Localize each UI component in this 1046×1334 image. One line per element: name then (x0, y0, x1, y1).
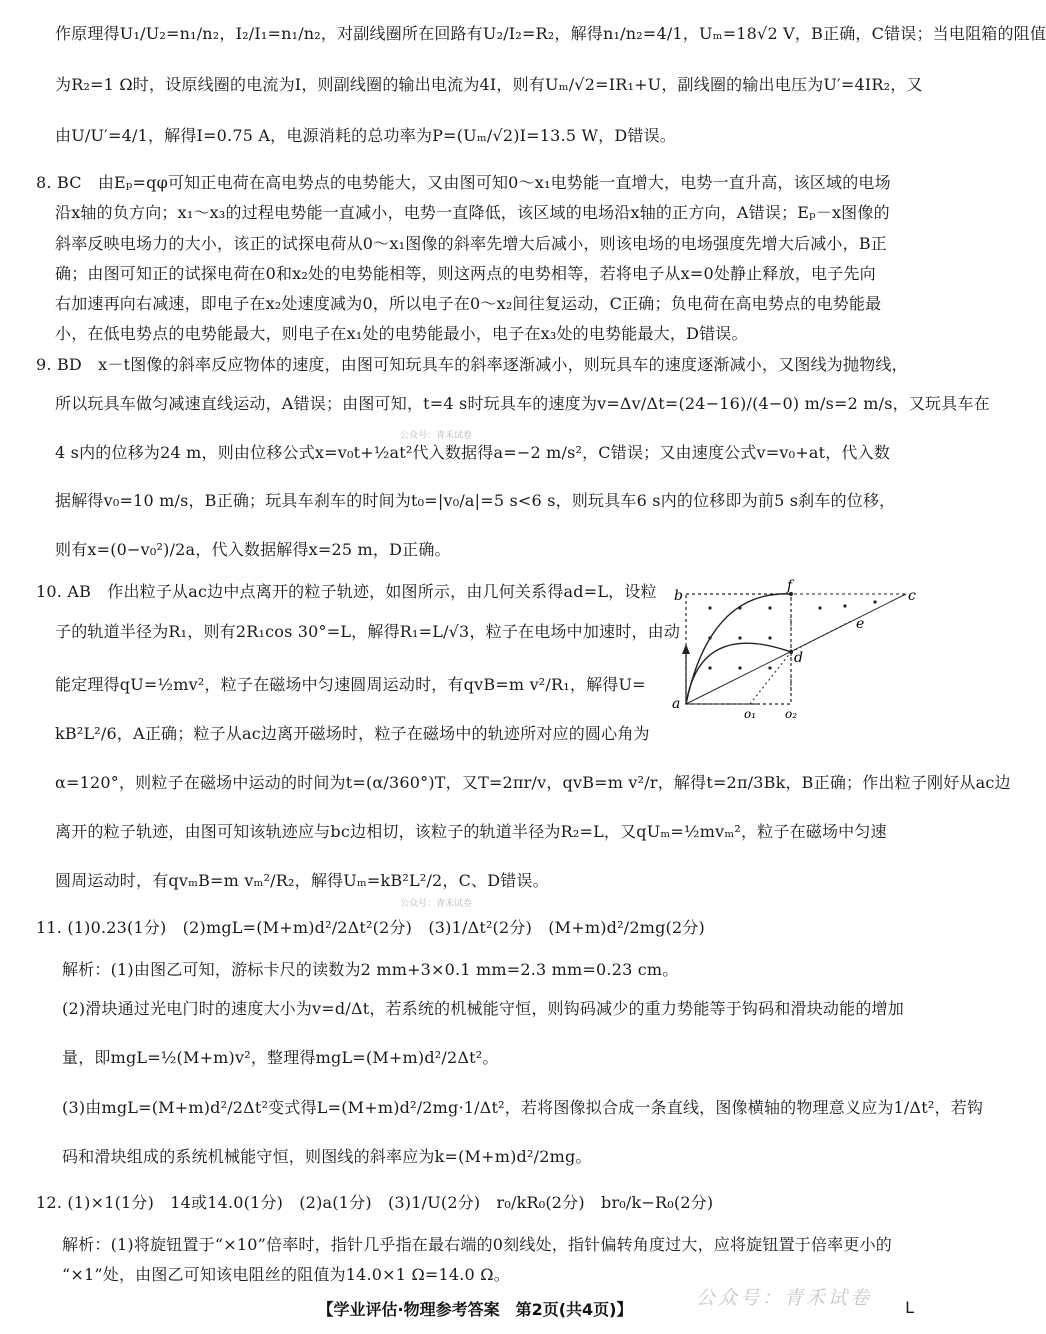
figure-label: b (674, 588, 683, 604)
text-line: 据解得v₀=10 m/s，B正确；玩具车刹车的时间为t₀=|v₀/a|=5 s<6 s，则玩具车6 s内的位移即为前5 s刹车的位移， (55, 491, 896, 510)
text-line: 确；由图可知正的试探电荷在0和x₂处的电势能相等，则这两点的电势相等，若将电子从x=0处静止释放，电子先向 (55, 264, 876, 283)
watermark-small: 公众号：青禾试卷 (400, 899, 473, 909)
text-line: 所以玩具车做匀减速直线运动，A错误；由图可知，t=4 s时玩具车的速度为v=Δv/Δt=(24−16)/(4−0) m/s=2 m/s，又玩具车在 (55, 394, 990, 413)
figure-label: o₂ (785, 707, 798, 721)
page-footer: 【学业评估·物理参考答案 第2页(共4页)】 (317, 1300, 633, 1319)
text-line: 沿x轴的负方向；x₁～x₃的过程电势能一直减小，电势一直降低，该区域的电场沿x轴的正方向，A错误；Eₚ－x图像的 (55, 203, 890, 222)
text-line: 解析：(1)将旋钮置于“×10”倍率时，指针几乎指在最右端的0刻线处，指针偏转角度过大，应将旋钮置于倍率更小的 (62, 1235, 892, 1254)
text-line: (3)由mgL=(M+m)d²/2Δt²变式得L=(M+m)d²/2mg·1/Δt²，若将图像拟合成一条直线，图像横轴的物理意义应为1/Δt²，若钩 (62, 1098, 984, 1117)
watermark-large: 公众号：青禾试卷 (695, 1287, 872, 1309)
text-line: 4 s内的位移为24 m，则由位移公式x=v₀t+½at²代入数据得a=−2 m/s²，C错误；又由速度公式v=v₀+at，代入数 (55, 443, 891, 462)
figure-label: f (787, 578, 793, 594)
text-line: 码和滑块组成的系统机械能守恒，则图线的斜率应为k=(M+m)d²/2mg。 (62, 1147, 592, 1166)
text-line: kB²L²/6，A正确；粒子从ac边离开磁场时，粒子在磁场中的轨迹所对应的圆心角为 (55, 724, 650, 743)
text-line: 圆周运动时，有qvₘB=m vₘ²/R₂，解得Uₘ=kB²L²/2，C、D错误。 (55, 871, 549, 890)
figure-label: e (856, 616, 865, 632)
text-line: α=120°，则粒子在磁场中运动的时间为t=(α/360°)T，又T=2πr/v，qvB=m v²/r，解得t=2π/3Bk，B正确；作出粒子刚好从ac边 (55, 773, 1011, 792)
text-line: 作原理得U₁/U₂=n₁/n₂，I₂/I₁=n₁/n₂，对副线圈所在回路有U₂/I₂=R₂，解得n₁/n₂=4/1，Uₘ=18√2 V，B正确，C错误；当电阻箱的阻值 (55, 24, 1046, 43)
text-line: 能定理得qU=½mv²，粒子在磁场中匀速圆周运动时，有qvB=m v²/R₁，解得U= (55, 675, 646, 694)
text-line: 12. (1)×1(1分) 14或14.0(1分) (2)a(1分) (3)1/U(2分) r₀/kR₀(2分) br₀/k−R₀(2分) (36, 1193, 714, 1212)
text-line: 小，在低电势点的电势能最大，则电子在x₁处的电势能最小，电子在x₃处的电势能最大，D错误。 (55, 324, 748, 343)
text-line: 8. BC 由Eₚ=qφ可知正电荷在高电势点的电势能大，又由图可知0～x₁电势能一直增大，电势一直升高，该区域的电场 (36, 173, 891, 192)
text-line: 解析：(1)由图乙可知，游标卡尺的读数为2 mm+3×0.1 mm=2.3 mm=0.23 cm。 (62, 960, 679, 979)
magnetic-field-figure (670, 580, 920, 720)
figure-label: c (908, 588, 916, 604)
text-line: 斜率反映电场力的大小，该正的试探电荷从0～x₁图像的斜率先增大后减小，则该电场的电场强度先增大后减小，B正 (55, 234, 887, 253)
text-line: 11. (1)0.23(1分) (2)mgL=(M+m)d²/2Δt²(2分) (3)1/Δt²(2分) (M+m)d²/2mg(2分) (36, 918, 705, 937)
text-line: 则有x=(0−v₀²)/2a，代入数据解得x=25 m，D正确。 (55, 540, 451, 559)
text-line: (2)滑块通过光电门时的速度大小为v=d/Δt，若系统的机械能守恒，则钩码减少的重力势能等于钩码和滑块动能的增加 (62, 999, 904, 1018)
text-line: 子的轨道半径为R₁，则有2R₁cos 30°=L，解得R₁=L/√3，粒子在电场中加速时，由动 (55, 622, 681, 641)
text-line: 离开的粒子轨迹，由图可知该轨迹应与bc边相切，该粒子的轨道半径为R₂=L，又qUₘ=½mvₘ²，粒子在磁场中匀速 (55, 822, 887, 841)
text-line: 右加速再向右减速，即电子在x₂处速度减为0，所以电子在0～x₂间往复运动，C正确；负电荷在高电势点的电势能最 (55, 294, 882, 313)
text-line: 为R₂=1 Ω时，设原线圈的电流为I，则副线圈的输出电流为4I，则有Uₘ/√2=IR₁+U，副线圈的输出电压为U′=4IR₂，又 (55, 75, 923, 94)
watermark-small: 公众号：青禾试卷 (400, 431, 473, 441)
footer-mark: L (905, 1298, 914, 1317)
text-line: 10. AB 作出粒子从ac边中点离开的粒子轨迹，如图所示，由几何关系得ad=L，设粒 (36, 582, 657, 601)
text-line: 9. BD x－t图像的斜率反应物体的速度，由图可知玩具车的斜率逐渐减小，则玩具车的速度逐渐减小，又图线为抛物线， (36, 355, 908, 374)
text-line: “×1”处，由图乙可知该电阻丝的阻值为14.0×1 Ω=14.0 Ω。 (62, 1265, 510, 1284)
figure-label: d (794, 650, 803, 666)
figure-label: a (672, 696, 681, 712)
text-line: 由U/U′=4/1，解得I=0.75 A，电源消耗的总功率为P=(Uₘ/√2)I=13.5 W，D错误。 (55, 126, 676, 145)
figure-label: o₁ (744, 707, 757, 721)
text-line: 量，即mgL=½(M+m)v²，整理得mgL=(M+m)d²/2Δt²。 (62, 1048, 499, 1067)
